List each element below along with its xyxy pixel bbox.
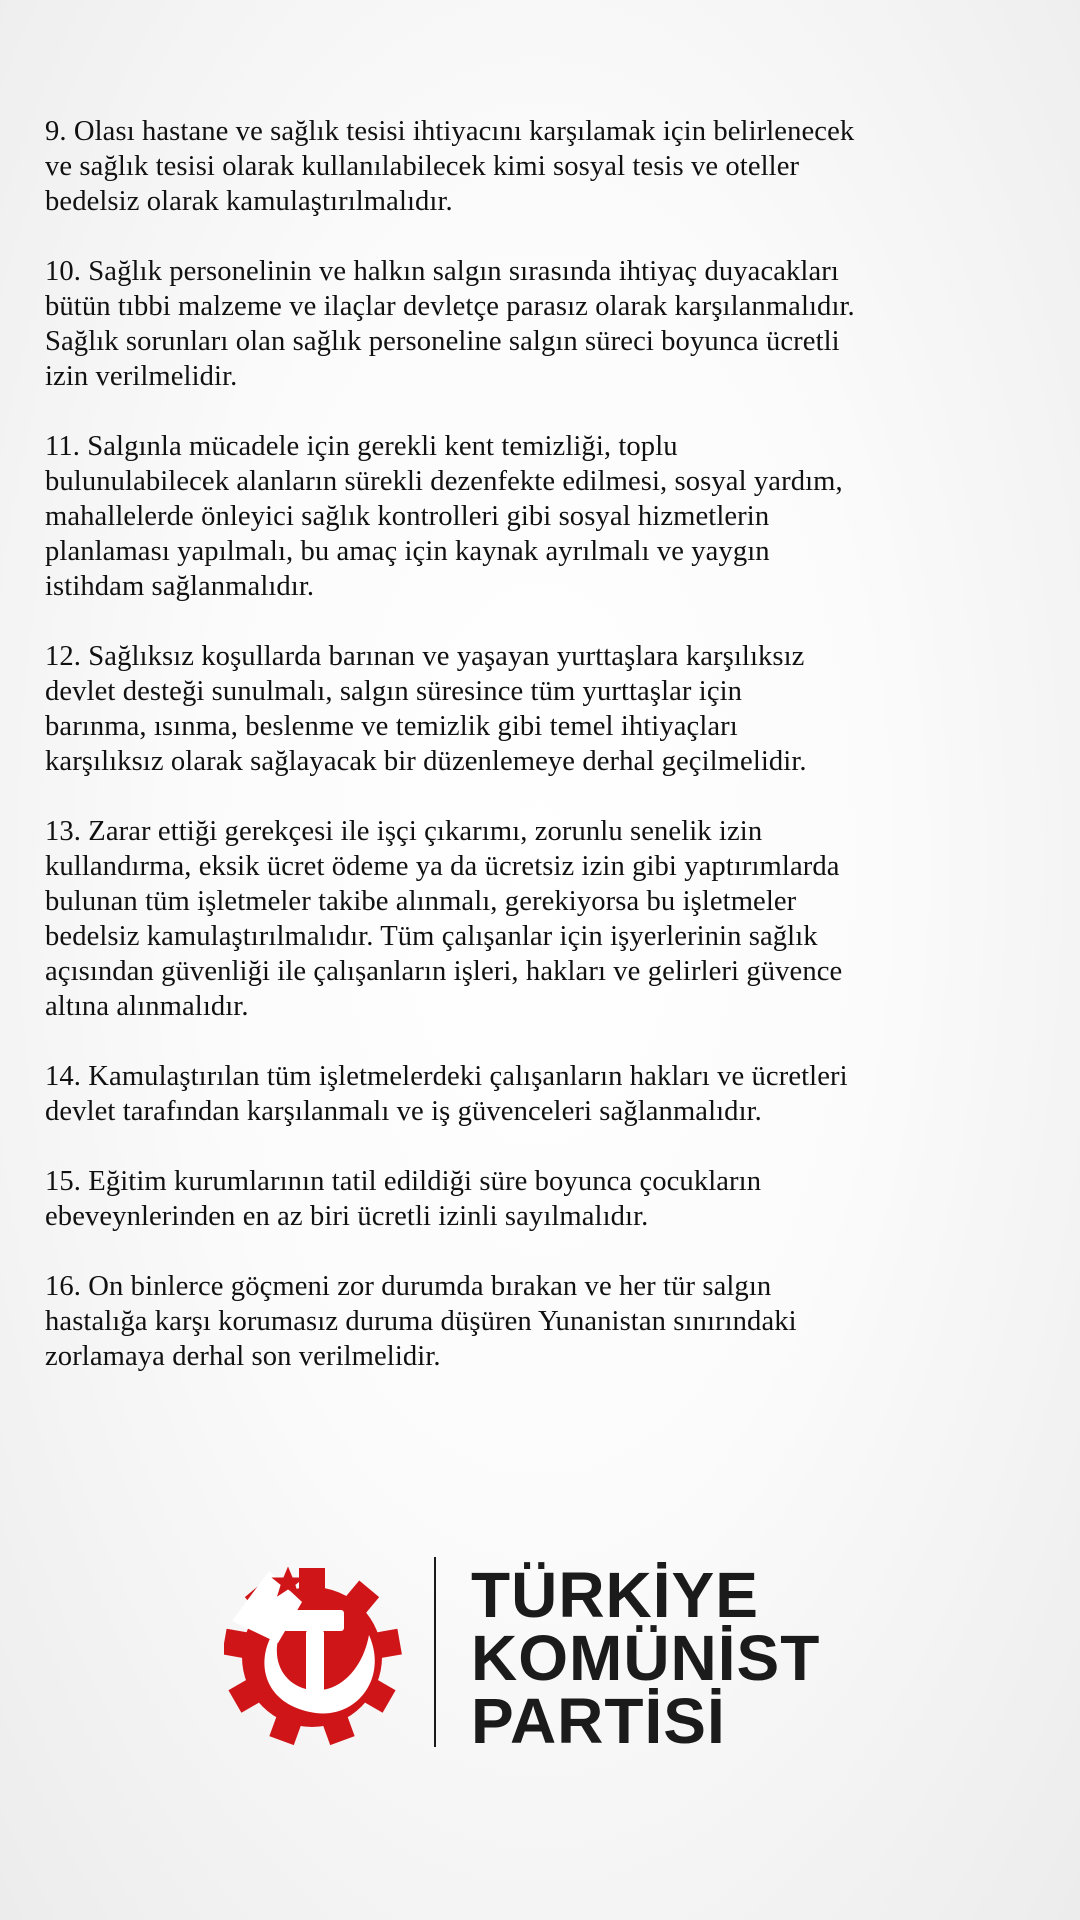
wordmark-line-3: PARTİSİ: [471, 1685, 726, 1757]
demands-list: [45, 114, 1045, 1409]
party-logo: [224, 1554, 864, 1757]
party-wordmark: [471, 1559, 871, 1757]
wordmark-line-1: TÜRKİYE: [471, 1559, 759, 1631]
demand-12-paragraph: 12. Sağlıksız koşullarda barınan ve yaşayan yurttaşlara karşılıksız devlet desteği sunulmalı, salgın süresince tüm yurttaşlar için barınma, ısınma, beslenme ve temizlik gibi temel ihtiyaçları karşılıksız olarak sağlayacak bir düzenlemeye derhal geçilmelidir.: [45, 641, 807, 777]
logo-divider: [434, 1557, 436, 1747]
demand-15-paragraph: 15. Eğitim kurumlarının tatil edildiği süre boyunca çocukların ebeveynlerinden en az biri ücretli izinli sayılmalıdır.: [45, 1166, 762, 1232]
wordmark-line-2: KOMÜNİST: [471, 1622, 821, 1694]
demand-11-paragraph: 11. Salgınla mücadele için gerekli kent temizliği, toplu bulunulabilecek alanların sürekli dezenfekte edilmesi, sosyal yardım, mahallelerde önleyici sağlık kontrolleri gibi sosyal hizmetlerin planlaması yapılmalı, bu amaç için kaynak ayrılmalı ve yaygın istihdam sağlanmalıdır.: [45, 431, 843, 602]
demand-16-paragraph: 16. On binlerce göçmeni zor durumda bırakan ve her tür salgın hastalığa karşı korumasız duruma düşüren Yunanistan sınırındaki zorlamaya derhal son verilmelidir.: [45, 1271, 797, 1372]
demand-14-paragraph: 14. Kamulaştırılan tüm işletmelerdeki çalışanların hakları ve ücretleri devlet tarafından karşılanmalı ve iş güvenceleri sağlanmalıdır.: [45, 1061, 848, 1127]
demand-10-paragraph: 10. Sağlık personelinin ve halkın salgın sırasında ihtiyaç duyacakları bütün tıbbi malzeme ve ilaçlar devletçe parasız olarak karşılanmalıdır. Sağlık sorunları olan sağlık personeline salgın süreci boyunca ücretli izin verilmelidir.: [45, 256, 855, 392]
demand-13-paragraph: 13. Zarar ettiği gerekçesi ile işçi çıkarımı, zorunlu senelik izin kullandırma, eksik ücret ödeme ya da ücretsiz izin gibi yaptırımlarda bulunan tüm işletmeler takibe alınmalı, gerekiyorsa bu işletmeler bedelsiz kamulaştırılmalıdır. Tüm çalışanlar için işyerlerinin sağlık açısından güvenliği ile çalışanların işleri, hakları ve gelirleri güvence altına alınmalıdır.: [45, 816, 843, 1022]
demand-9-paragraph: 9. Olası hastane ve sağlık tesisi ihtiyacını karşılamak için belirlenecek ve sağlık tesisi olarak kullanılabilecek kimi sosyal tesis ve oteller bedelsiz olarak kamulaştırılmalıdır.: [45, 116, 855, 217]
star-hammer-sickle-gear-icon: [224, 1554, 404, 1750]
